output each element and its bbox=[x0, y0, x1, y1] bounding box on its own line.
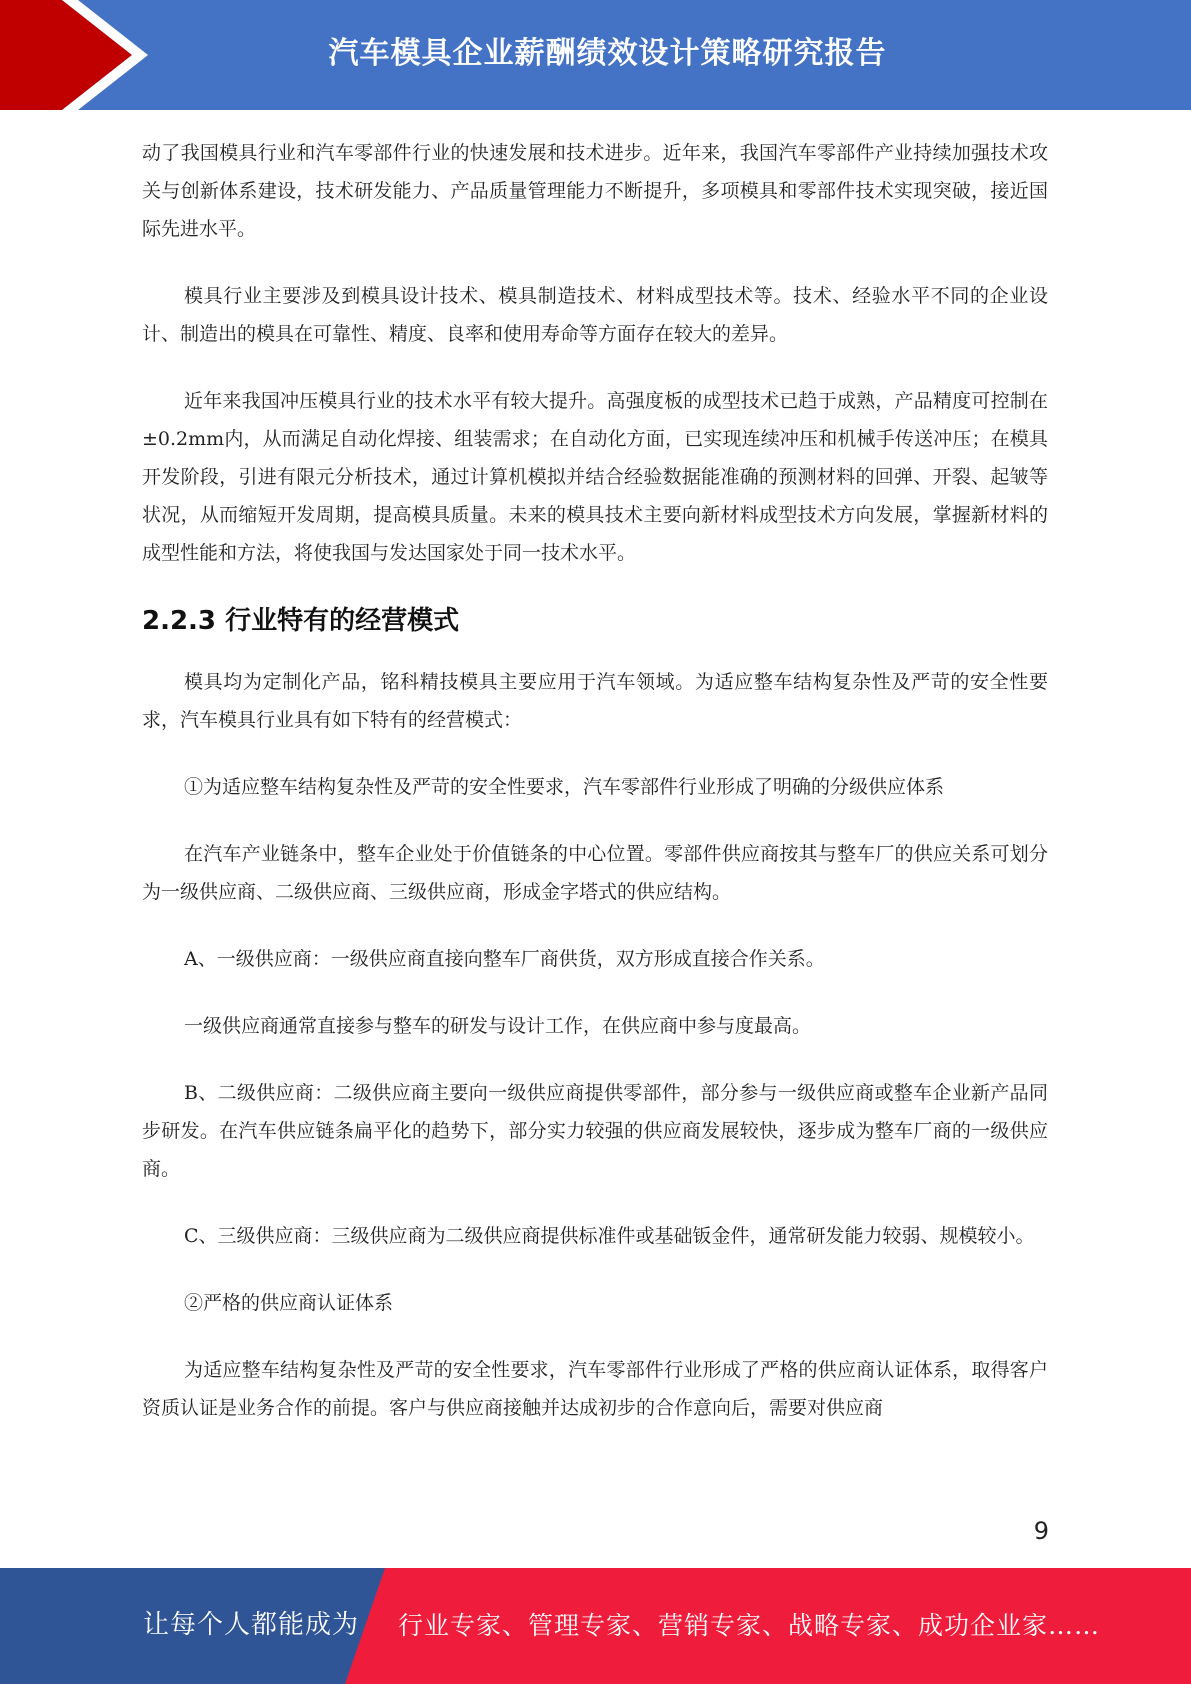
paragraph: A、一级供应商：一级供应商直接向整车厂商供货，双方形成直接合作关系。 bbox=[184, 948, 825, 970]
footer-slogan-left: 让每个人都能成为 bbox=[143, 1610, 360, 1640]
paragraph: 一级供应商通常直接参与整车的研发与设计工作，在供应商中参与度最高。 bbox=[184, 1015, 812, 1037]
paragraph: 近年来我国冲压模具行业的技术水平有较大提升。高强度板的成型技术已趋于成熟，产品精度可控制在±0.2mm内，从而满足自动化焊接、组装需求；在自动化方面，已实现连续冲压和机械手传送冲压；在模具开发阶段，引进有限元分析技术，通过计算机模拟并结合经验数据能准确的预测材料的回弹、开裂、起皱等状况，从而缩短开发周期，提高模具质量。未来的模具技术主要向新材料成型技术方向发展，掌握新材料的成型性能和方法，将使我国与发达国家处于同一技术水平。 bbox=[142, 390, 1048, 564]
footer-slogan-right: 行业专家、管理专家、营销专家、战略专家、成功企业家…… bbox=[398, 1611, 1101, 1640]
report-title: 汽车模具企业薪酬绩效设计策略研究报告 bbox=[328, 36, 887, 71]
paragraph: 在汽车产业链条中，整车企业处于价值链条的中心位置。零部件供应商按其与整车厂的供应关系可划分为一级供应商、二级供应商、三级供应商，形成金字塔式的供应结构。 bbox=[142, 843, 1048, 903]
paragraph: B、二级供应商：二级供应商主要向一级供应商提供零部件，部分参与一级供应商或整车企业新产品同步研发。在汽车供应链条扁平化的趋势下，部分实力较强的供应商发展较快，逐步成为整车厂商的一级供应商。 bbox=[142, 1082, 1048, 1180]
page-number: 9 bbox=[1033, 1517, 1049, 1545]
page-content bbox=[142, 134, 1048, 1456]
paragraph: ①为适应整车结构复杂性及严苛的安全性要求，汽车零部件行业形成了明确的分级供应体系 bbox=[184, 776, 945, 798]
paragraph: 模具均为定制化产品，铭科精技模具主要应用于汽车领域。为适应整车结构复杂性及严苛的安全性要求，汽车模具行业具有如下特有的经营模式： bbox=[142, 671, 1048, 731]
paragraph: 为适应整车结构复杂性及严苛的安全性要求，汽车零部件行业形成了严格的供应商认证体系，取得客户资质认证是业务合作的前提。客户与供应商接触并达成初步的合作意向后，需要对供应商 bbox=[142, 1359, 1048, 1419]
section-heading: 2.2.3 行业特有的经营模式 bbox=[142, 606, 460, 636]
paragraph: C、三级供应商：三级供应商为二级供应商提供标准件或基础钣金件，通常研发能力较弱、规模较小。 bbox=[184, 1225, 1035, 1247]
paragraph: 动了我国模具行业和汽车零部件行业的快速发展和技术进步。近年来，我国汽车零部件产业持续加强技术攻关与创新体系建设，技术研发能力、产品质量管理能力不断提升，多项模具和零部件技术实现突破，接近国际先进水平。 bbox=[142, 142, 1048, 240]
page-header bbox=[0, 0, 1191, 110]
page-footer bbox=[0, 1568, 1191, 1684]
paragraph: ②严格的供应商认证体系 bbox=[184, 1292, 394, 1314]
paragraph: 模具行业主要涉及到模具设计技术、模具制造技术、材料成型技术等。技术、经验水平不同的企业设计、制造出的模具在可靠性、精度、良率和使用寿命等方面存在较大的差异。 bbox=[142, 285, 1048, 345]
